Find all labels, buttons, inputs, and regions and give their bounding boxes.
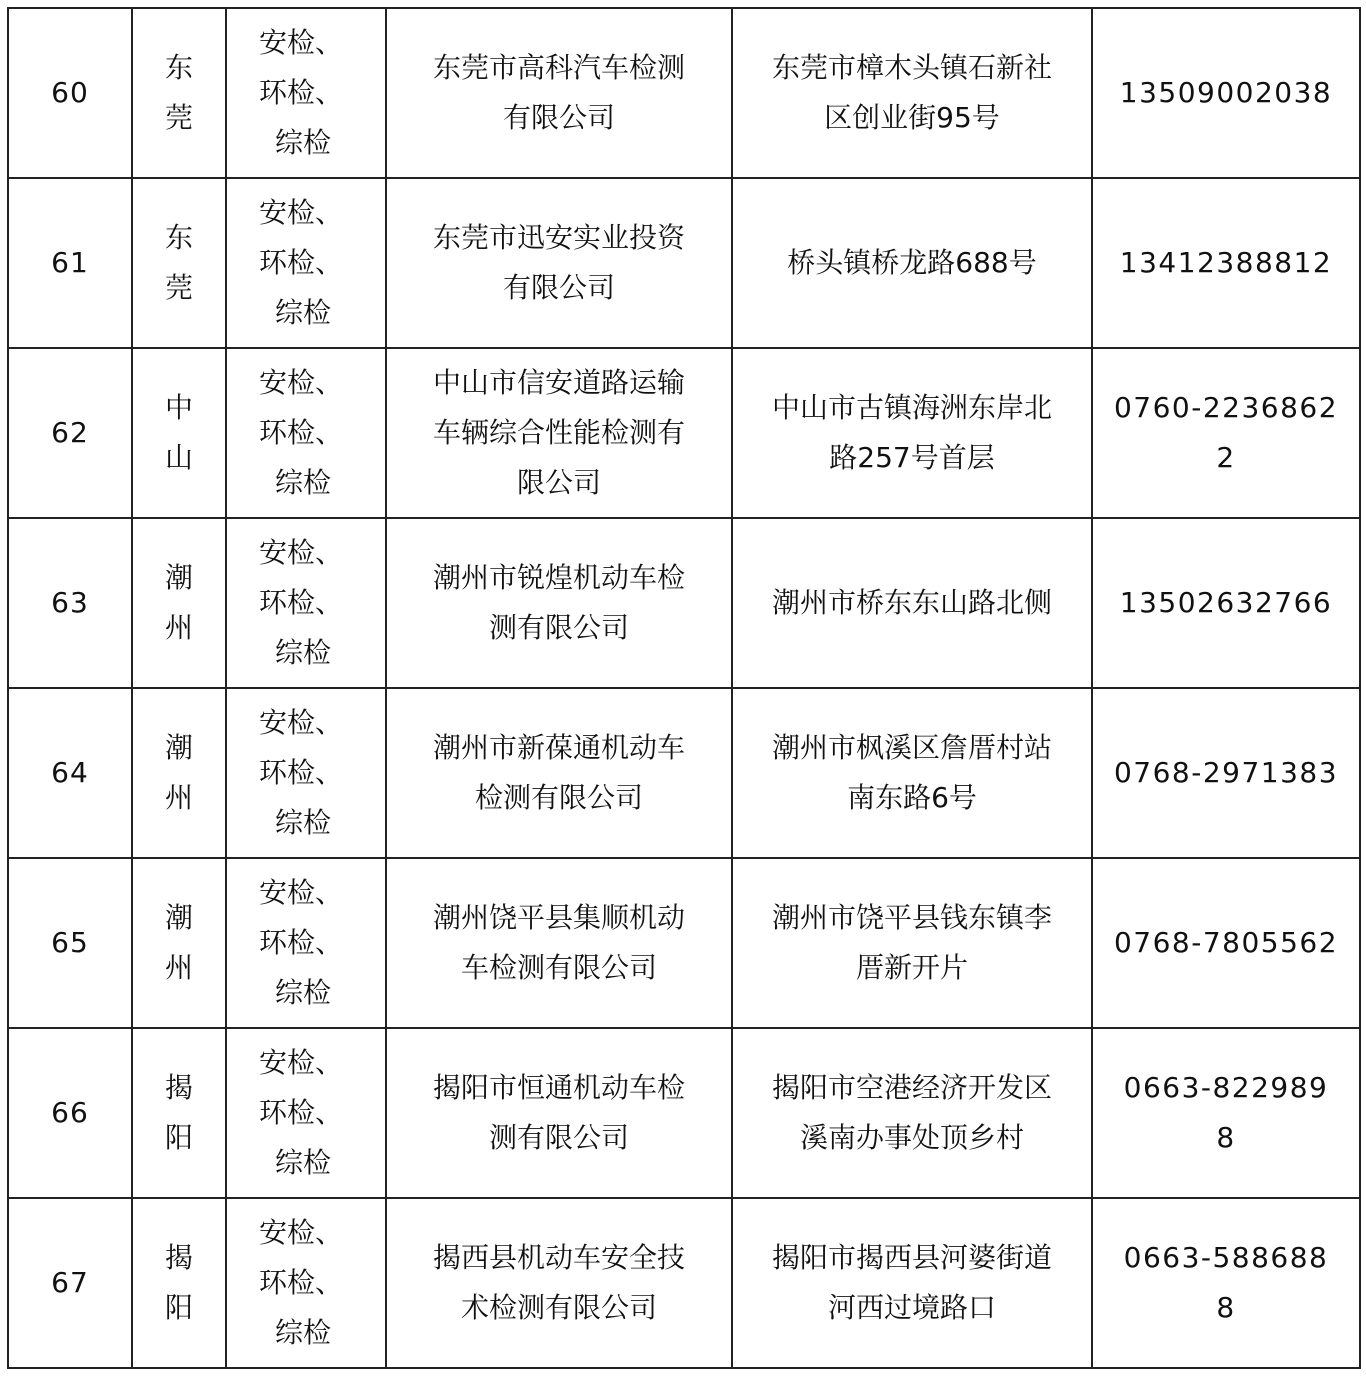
cell-company-name: [386, 1198, 732, 1368]
cell-inspection-type: [226, 688, 386, 858]
cell-company-name-line: 有限公司: [502, 271, 615, 304]
cell-city: [132, 1198, 226, 1368]
cell-number: 65: [8, 858, 132, 1028]
table-row: [8, 518, 1360, 688]
cell-inspection-type-line: 综检: [275, 806, 332, 839]
cell-inspection-type-line: 环检、: [259, 1096, 344, 1129]
cell-inspection-type-line: 综检: [275, 126, 332, 159]
cell-inspection-type-line: 安检、: [259, 196, 344, 229]
cell-city-line: 莞: [164, 271, 193, 304]
cell-phone-line: 0768-7805562: [1113, 926, 1339, 959]
cell-company-name-line: 限公司: [516, 466, 601, 499]
cell-address: [732, 8, 1092, 178]
cell-inspection-type-line: 安检、: [259, 1046, 344, 1079]
cell-phone: [1092, 1028, 1360, 1198]
cell-inspection-type-line: 环检、: [259, 1266, 344, 1299]
cell-inspection-type-line: 环检、: [259, 926, 344, 959]
cell-city: [132, 688, 226, 858]
cell-inspection-type-line: 综检: [275, 1316, 332, 1349]
cell-city-line: 中: [164, 391, 193, 424]
cell-phone-line: 13412388812: [1119, 246, 1333, 279]
cell-phone-line: 2: [1216, 441, 1236, 474]
table-row: [8, 1028, 1360, 1198]
cell-address: [732, 518, 1092, 688]
cell-inspection-type: [226, 8, 386, 178]
cell-company-name: [386, 688, 732, 858]
cell-company-name: [386, 8, 732, 178]
cell-phone: [1092, 8, 1360, 178]
cell-company-name-line: 东莞市高科汽车检测: [432, 51, 685, 84]
cell-city-line: 潮: [164, 561, 193, 594]
cell-company-name-line: 检测有限公司: [474, 781, 643, 814]
table-row: [8, 858, 1360, 1028]
cell-address: [732, 858, 1092, 1028]
cell-city-line: 东: [164, 221, 193, 254]
cell-address-line: 潮州市枫溪区詹厝村站: [771, 731, 1052, 764]
cell-inspection-type-line: 环检、: [259, 586, 344, 619]
table-row: [8, 1198, 1360, 1368]
cell-company-name-line: 潮州饶平县集顺机动: [432, 901, 685, 934]
cell-inspection-type-line: 综检: [275, 976, 332, 1009]
cell-inspection-type-line: 安检、: [259, 876, 344, 909]
cell-company-name: [386, 518, 732, 688]
cell-address: [732, 1028, 1092, 1198]
cell-address-line: 区创业街95号: [824, 101, 1000, 134]
cell-phone-line: 0663-588688: [1123, 1241, 1329, 1274]
cell-address-line: 潮州市桥东东山路北侧: [771, 586, 1052, 619]
cell-phone: [1092, 178, 1360, 348]
cell-inspection-type-line: 环检、: [259, 76, 344, 109]
cell-city: [132, 348, 226, 518]
cell-company-name-line: 潮州市锐煌机动车检: [432, 561, 685, 594]
cell-phone-line: 0768-2971383: [1113, 756, 1339, 789]
cell-inspection-type-line: 综检: [275, 1146, 332, 1179]
table-body: [8, 8, 1360, 1368]
cell-inspection-type-line: 安检、: [259, 1216, 344, 1249]
cell-company-name-line: 中山市信安道路运输: [432, 366, 685, 399]
cell-number: 66: [8, 1028, 132, 1198]
cell-phone: [1092, 518, 1360, 688]
cell-company-name: [386, 1028, 732, 1198]
cell-phone-line: 13502632766: [1119, 586, 1333, 619]
cell-city-line: 州: [164, 611, 193, 644]
cell-city: [132, 858, 226, 1028]
cell-company-name-line: 潮州市新葆通机动车: [432, 731, 685, 764]
cell-inspection-type-line: 安检、: [259, 366, 344, 399]
cell-inspection-type: [226, 348, 386, 518]
cell-inspection-type-line: 安检、: [259, 26, 344, 59]
cell-company-name-line: 术检测有限公司: [460, 1291, 657, 1324]
cell-inspection-type: [226, 518, 386, 688]
cell-address-line: 揭阳市空港经济开发区: [771, 1071, 1052, 1104]
cell-phone-line: 0760-2236862: [1113, 391, 1339, 424]
cell-city-line: 州: [164, 781, 193, 814]
cell-city-line: 潮: [164, 731, 193, 764]
cell-company-name-line: 有限公司: [502, 101, 615, 134]
cell-company-name-line: 测有限公司: [488, 1121, 629, 1154]
cell-company-name: [386, 858, 732, 1028]
cell-inspection-type: [226, 858, 386, 1028]
cell-company-name-line: 东莞市迅安实业投资: [432, 221, 685, 254]
cell-address-line: 路257号首层: [829, 441, 995, 474]
cell-city: [132, 518, 226, 688]
cell-number: 64: [8, 688, 132, 858]
cell-phone: [1092, 688, 1360, 858]
cell-phone: [1092, 858, 1360, 1028]
cell-phone-line: 13509002038: [1119, 76, 1333, 109]
cell-address-line: 河西过境路口: [827, 1291, 996, 1324]
cell-inspection-type-line: 环检、: [259, 756, 344, 789]
cell-inspection-type-line: 综检: [275, 466, 332, 499]
cell-phone-line: 0663-822989: [1123, 1071, 1329, 1104]
cell-number: 63: [8, 518, 132, 688]
table-row: [8, 688, 1360, 858]
cell-city-line: 东: [164, 51, 193, 84]
cell-inspection-type-line: 综检: [275, 296, 332, 329]
cell-company-name-line: 揭西县机动车安全技: [432, 1241, 685, 1274]
cell-address-line: 厝新开片: [855, 951, 968, 984]
cell-inspection-type: [226, 1198, 386, 1368]
cell-number: 61: [8, 178, 132, 348]
cell-address-line: 中山市古镇海洲东岸北: [771, 391, 1052, 424]
cell-city-line: 揭: [164, 1241, 193, 1274]
cell-number: 67: [8, 1198, 132, 1368]
cell-number: 60: [8, 8, 132, 178]
cell-company-name: [386, 178, 732, 348]
cell-address: [732, 348, 1092, 518]
cell-city-line: 州: [164, 951, 193, 984]
cell-address: [732, 178, 1092, 348]
cell-company-name-line: 车辆综合性能检测有: [432, 416, 685, 449]
cell-phone-line: 8: [1216, 1121, 1236, 1154]
cell-company-name-line: 揭阳市恒通机动车检: [432, 1071, 685, 1104]
cell-city: [132, 178, 226, 348]
cell-city-line: 阳: [164, 1121, 193, 1154]
cell-company-name-line: 车检测有限公司: [460, 951, 657, 984]
table-row: [8, 178, 1360, 348]
cell-inspection-type-line: 综检: [275, 636, 332, 669]
cell-address-line: 揭阳市揭西县河婆街道: [771, 1241, 1052, 1274]
cell-inspection-type: [226, 178, 386, 348]
cell-inspection-type: [226, 1028, 386, 1198]
cell-phone: [1092, 348, 1360, 518]
cell-address-line: 潮州市饶平县钱东镇李: [771, 901, 1052, 934]
cell-inspection-type-line: 安检、: [259, 706, 344, 739]
cell-address-line: 东莞市樟木头镇石新社: [771, 51, 1052, 84]
table-row: [8, 348, 1360, 518]
cell-address-line: 溪南办事处顶乡村: [799, 1121, 1024, 1154]
cell-city-line: 莞: [164, 101, 193, 134]
cell-inspection-type-line: 环检、: [259, 416, 344, 449]
cell-address: [732, 688, 1092, 858]
cell-inspection-type-line: 安检、: [259, 536, 344, 569]
cell-phone: [1092, 1198, 1360, 1368]
cell-address-line: 南东路6号: [847, 781, 977, 814]
cell-city-line: 潮: [164, 901, 193, 934]
table-row: [8, 8, 1360, 178]
cell-phone-line: 8: [1216, 1291, 1236, 1324]
inspection-station-table: [7, 7, 1361, 1369]
cell-inspection-type-line: 环检、: [259, 246, 344, 279]
cell-city: [132, 8, 226, 178]
cell-company-name: [386, 348, 732, 518]
cell-number: 62: [8, 348, 132, 518]
cell-address: [732, 1198, 1092, 1368]
cell-address-line: 桥头镇桥龙路688号: [787, 246, 1037, 279]
cell-city-line: 揭: [164, 1071, 193, 1104]
cell-city-line: 山: [164, 441, 193, 474]
cell-city-line: 阳: [164, 1291, 193, 1324]
cell-city: [132, 1028, 226, 1198]
cell-company-name-line: 测有限公司: [488, 611, 629, 644]
